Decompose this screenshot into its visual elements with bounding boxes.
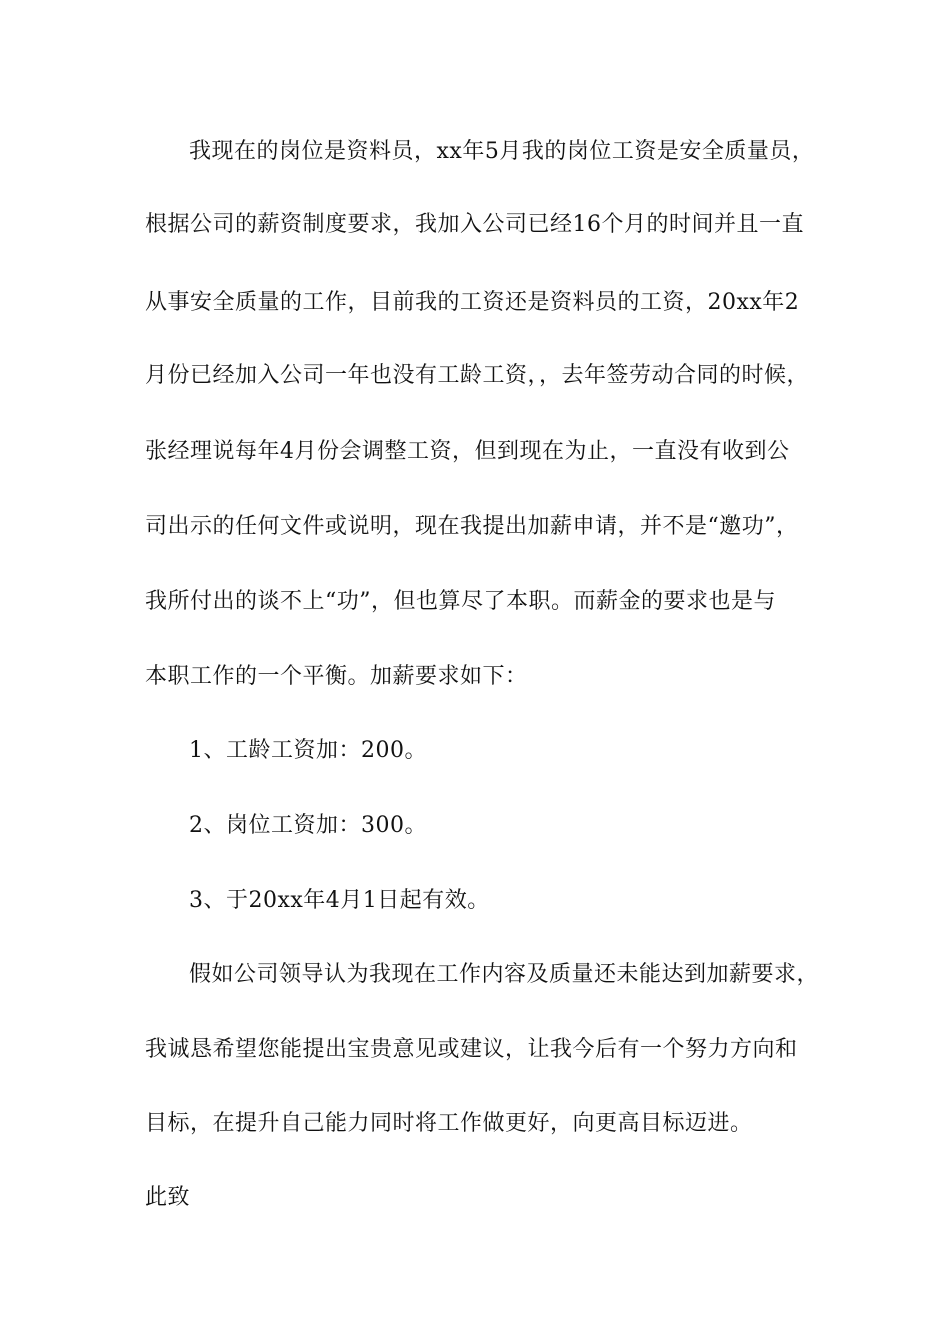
paragraph-line: 我诚恳希望您能提出宝贵意见或建议，让我今后有一个努力方向和 [145, 1037, 798, 1062]
paragraph-line: 目标，在提升自己能力同时将工作做更好，向更高目标迈进。 [145, 1111, 753, 1136]
closing-salutation: 此致 [145, 1185, 191, 1210]
paragraph-line: 假如公司领导认为我现在工作内容及质量还未能达到加薪要求， [189, 962, 820, 987]
paragraph-line: 月份已经加入公司一年也没有工龄工资，，去年签劳动合同的时候， [145, 363, 810, 388]
list-item: 3、于20xx年4月1日起有效。 [189, 888, 490, 913]
paragraph-line: 本职工作的一个平衡。加薪要求如下： [145, 664, 528, 689]
list-item: 2、岗位工资加：300。 [189, 813, 427, 838]
paragraph-line: 我现在的岗位是资料员，xx年5月我的岗位工资是安全质量员， [189, 139, 815, 164]
paragraph-line: 从事安全质量的工作，目前我的工资还是资料员的工资，20xx年2 [145, 290, 800, 315]
list-item: 1、工龄工资加：200。 [189, 738, 427, 763]
paragraph-line: 司出示的任何文件或说明，现在我提出加薪申请，并不是“邀功”， [145, 514, 799, 539]
paragraph-line: 根据公司的薪资制度要求，我加入公司已经16个月的时间并且一直 [145, 212, 804, 237]
paragraph-line: 我所付出的谈不上“功”，但也算尽了本职。而薪金的要求也是与 [145, 589, 776, 614]
paragraph-line: 张经理说每年4月份会调整工资，但到现在为止，一直没有收到公 [145, 439, 790, 464]
